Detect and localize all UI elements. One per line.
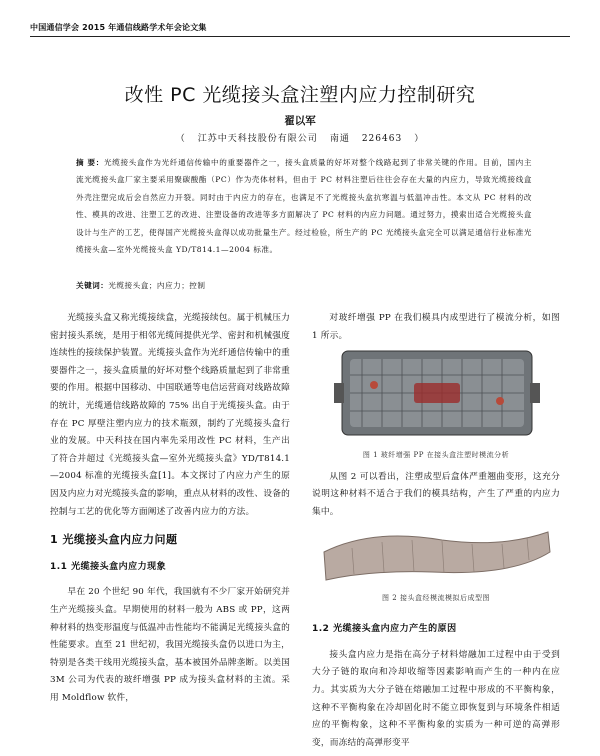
paper-title: 改性 PC 光缆接头盒注塑内应力控制研究 bbox=[124, 84, 476, 106]
abstract-text: 光缆接头盒作为光纤通信传输中的重要器件之一，接头盒质量的好坏对整个线路起到了非常关键的作用。目前，国内主流光缆接头盒厂家主要采用聚碳酸酯（PC）作为壳体材料，但由于 PC 材料注塑后往往会存在大量的内应力，导致光缆接线盒外壳注塑完成后会自然应力开裂。同时由于内应力的存在，也满足不了光缆接头盒抗寒温与低温冲击性。本文从 PC 材料的改性、模具的改进、注塑工艺的改进、注塑设备的改进等多方面解决了 PC 材料的内应力问题。通过努力，摸索出适合光缆接头盒设计与生产的工艺，使得国产光缆接头盒得以成功批量生产。经过检验，所生产的 PC 光缆接头盒完全可以满足通信行业标准光缆接头盒—室外光缆接头盒 YD/T814.1—2004 标准。 bbox=[76, 158, 532, 255]
affiliation-close: ） bbox=[414, 134, 425, 144]
figure-1-lead-paragraph: 对玻纤增强 PP 在我们模具内成型进行了模流分析，如图 1 所示。 bbox=[312, 313, 560, 341]
keywords-text: 光缆接头盒；内应力；控制 bbox=[108, 281, 206, 290]
affiliation-org: 江苏中天科技股份有限公司 bbox=[197, 134, 318, 144]
affiliation-open: （ bbox=[175, 134, 186, 144]
right-column bbox=[312, 310, 560, 752]
figure-2-image bbox=[312, 522, 560, 588]
section-1-heading: 1 光缆接头盒内应力问题 bbox=[50, 533, 178, 547]
keywords bbox=[76, 280, 532, 291]
paper-author: 翟以军 bbox=[284, 115, 316, 127]
abstract-label: 摘 要： bbox=[76, 158, 104, 167]
left-column bbox=[50, 310, 290, 707]
intro-paragraph: 光缆接头盒又称光缆接续盒，光缆接续包。属于机械压力密封接头系统，是用于相邻光缆间提供光学、密封和机械强度连续性的接续保护装置。光缆接头盒作为光纤通信传输中的重要器件之一，接头盒质量的好坏对整个线路质量起到了非常重要的作用。根据中国移动、中国联通等电信运营商对线路故障的统计，光缆通信线路故障的 75% 出自于光缆接头盒。由于存在 PC 厚壁注塑内应力的技术瓶颈，制约了光缆接头盒行业的发展。中天科技在国内率先采用改性 PC 材料，生产出了符合并超过《光缆接头盒—室外光缆接头盒》YD/T814.1—2004 标准的光缆接头盒[1]。本文探讨了内应力产生的原因及内应力对光缆接头盒的影响，重点从材料的改性、设备的控制与工艺的优化等方面阐述了改善内应力的方法。 bbox=[50, 313, 290, 517]
affiliation-city: 南通 bbox=[329, 134, 350, 144]
section-1-2-heading: 1.2 光缆接头盒内应力产生的原因 bbox=[312, 624, 457, 635]
paper-affiliation bbox=[0, 131, 600, 144]
section-1-1-paragraph: 早在 20 个世纪 90 年代，我国就有不少厂家开始研究并生产光缆接头盒。早期使用的材料一般为 ABS 或 PP，这两种材料的热变形温度与低温冲击性能均不能满足光缆接头盒的性能要求。直至 21 世纪初，我国光缆接头盒仍以进口为主，特别是各类干线用光缆接头盒，基本被国外品牌垄断。以美国 3M 公司为代表的玻纤增强 PP 成为接头盒材料的主流。采用 Moldflow 软件， bbox=[50, 587, 290, 703]
running-head: 中国通信学会 2015 年通信线路学术年会论文集 bbox=[30, 23, 207, 32]
keywords-label: 关键词： bbox=[76, 281, 109, 290]
figure-1-image bbox=[312, 345, 560, 445]
header-rule bbox=[30, 36, 570, 37]
section-1-2-paragraph: 接头盒内应力是指在高分子材料熔融加工过程中由于受到大分子链的取向和冷却收缩等因素影响而产生的一种内在应力。其实质为大分子链在熔融加工过程中形成的不平衡构象，这种不平衡构象在冷却固化时不能立即恢复到与环境条件相适应的平衡构象，这种不平衡构象的实质为一种可逆的高弹形变，而冻结的高弹形变平 bbox=[312, 649, 560, 748]
abstract bbox=[76, 154, 532, 258]
figure-2-warped-shell bbox=[324, 532, 550, 580]
figure-1-caption: 图 1 玻纤增强 PP 在接头盒注塑时模流分析 bbox=[362, 451, 510, 460]
section-1-1-heading: 1.1 光缆接头盒内应力现象 bbox=[50, 561, 167, 572]
affiliation-zip: 226463 bbox=[361, 134, 403, 144]
figure-2-lead-paragraph: 从图 2 可以看出，注塑成型后盒体严重翘曲变形，这充分说明这种材料不适合于我们的模具结构，产生了严重的内应力集中。 bbox=[312, 471, 560, 517]
figure-2-caption: 图 2 接头盒经模流模拟后成型图 bbox=[382, 593, 490, 602]
